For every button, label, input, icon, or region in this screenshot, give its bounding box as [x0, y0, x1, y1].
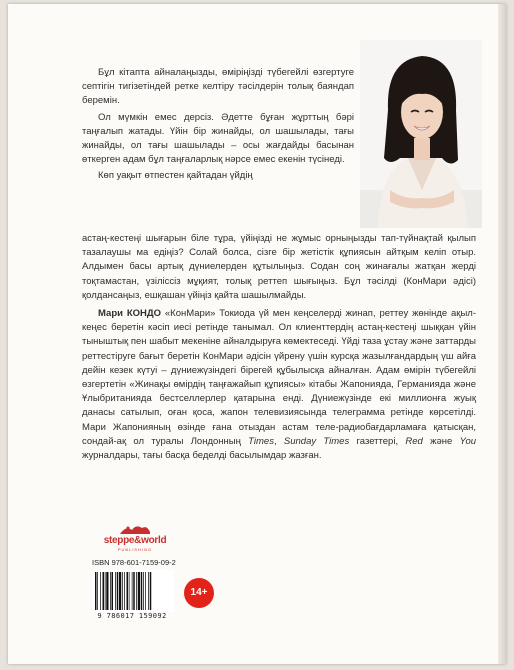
barcode-digits: 9 786017 159092	[97, 612, 167, 620]
sunday-times-italic: Sunday Times	[283, 435, 350, 447]
publisher-name: steppe&world	[103, 535, 167, 546]
times-italic: Times	[248, 435, 274, 447]
barcode	[92, 570, 174, 612]
main-text	[82, 232, 476, 465]
intro-paragraph-1: Бұл кітапта айналаңызды, өміріңізді түбегейлі өзгертуге септігін тигізетіндей ретке келтіру тәсілдерін толық баяндап беремін.	[82, 67, 354, 107]
intro-paragraph-3-start: Көп уақыт өтпестен қайтадан үйдің	[98, 170, 253, 182]
red-italic: Red	[405, 435, 423, 447]
author-name: Мари КОНДО	[98, 308, 162, 320]
intro-paragraph-2: Ол мүмкін емес дерсіз. Әдетте бұған жұрттың бәрі таңғалып жатады. Үйін бір жинайды, ол шашылады, тағы жинайды, ол тағы шашылады – осы жағдайды басынан өткерген адам бұл таңғаларлық нәрсе емес екенін түсінеді.	[82, 111, 354, 166]
barcode-bars-icon	[92, 570, 174, 612]
bio-text-5: журналдары, тағы басқа беделді басылымдар жазған.	[82, 450, 322, 462]
age-rating-badge: 14+	[184, 578, 214, 608]
bio-text-3: газеттері,	[349, 435, 406, 447]
you-italic: You	[459, 435, 477, 447]
publisher-subtitle: PUBLISHING	[117, 547, 153, 552]
bio-text-2: ,	[273, 435, 284, 447]
publisher-emblem-icon	[118, 522, 152, 536]
isbn-label: ISBN 978-601-7159-09-2	[92, 558, 176, 567]
intro-text	[82, 66, 354, 186]
author-photo	[360, 40, 482, 228]
bio-text-4: және	[422, 435, 460, 447]
bio-text-1: «КонМари» Токиода үй мен кеңселерді жинап, реттеу жөнінде ақыл-кеңес беретін кәсіп иесі ретінде танымал. Ол клиенттердің астаң-кестеңі шыққан үйін тыныштық пен шабыт мекеніне айналдыруға көмектеседі. Үйді таза ұстау және заттарды реттестіруге бағыт беретін КонМари әдісін үйрену үшін курсқа жазылғандардың үш айға дейін кезек күтуі – дүниежүзіндегі бірегей құбылысқа айналған. Адам өмірін түбегейлі өзгертетін «Жинақы өмірдің таңғажайып құпиясы» кітабы Жапонияда, Германияда және Ұлыбританияда бестселлерлер қатарына енді. Дүниежүзінде екі миллионға жуық данасы сатылып, оған қоса, жапон телевизиясында телеграмма ретінде көрсетілді. Мари Жапонияның өзінде ғана отыздан астам теле-радиобағдарламаға қатысқан, сондай-ақ ол туралы Лондонның	[82, 308, 476, 447]
author-photo-illustration	[360, 40, 482, 228]
cover-spine-edge	[498, 4, 506, 664]
author-bio	[82, 307, 476, 463]
intro-paragraph-3-rest: астаң-кестеңі шығарын біле тұра, үйіңізді не жұмыс орныңызды тап-түйнақтай қылып тазалаушы ма едіңіз? Солай болса, сізге бір жетістік құпиясын айтқым келіп отыр. Алдымен басы артық дүниелерден құтылыңыз. Содан соң жинағалы жатқан жерді тоқтамастан, үзіліссіз мұқият, толық реттеп шығыңыз. Бұл тәсілді (КонМари әдісі) қолдансаңыз, ешқашан үйіңіз қайта шашылмайды.	[82, 233, 476, 301]
publisher-logo	[100, 522, 170, 562]
